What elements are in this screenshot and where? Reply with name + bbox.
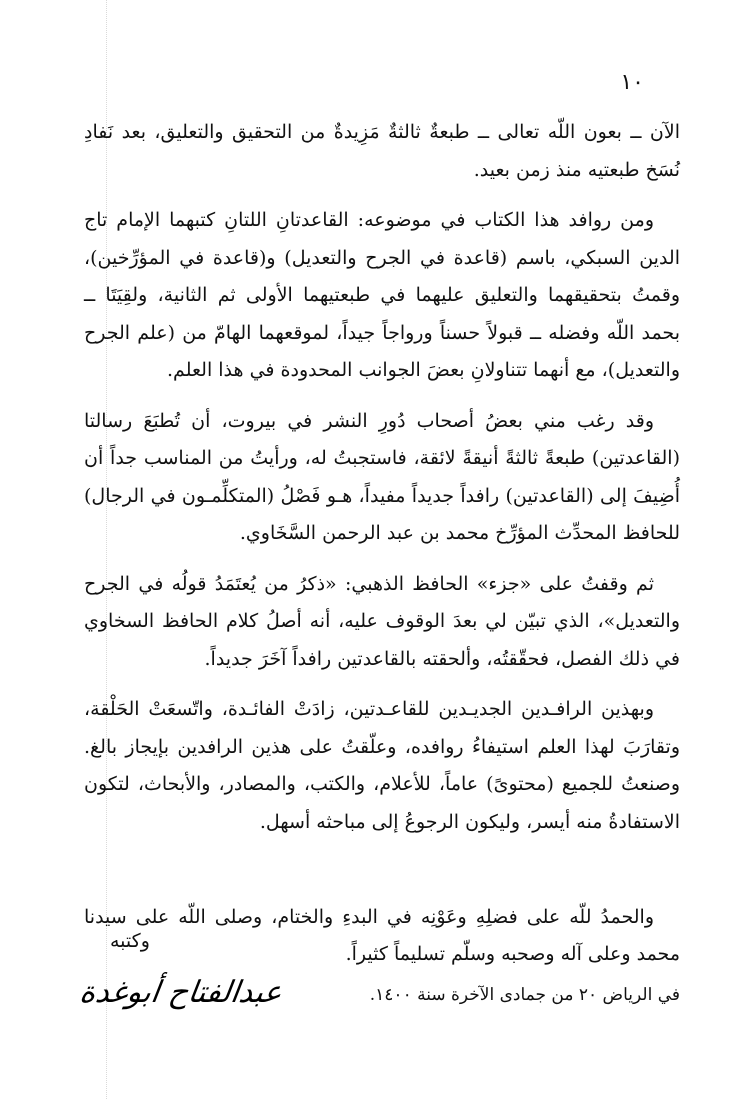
author-signature: عبدالفتاح أبوغدة xyxy=(77,975,285,1010)
paragraph-3: وقد رغب مني بعضُ أصحاب دُورِ النشر في بيروت، أن تُطبَعَ رسالتا (القاعدتين) طبعةً ثالثةً أنيقةً لائقة، فاستجبتُ له، ورأيتُ من المناسب جداً أن أُضِيفَ إلى (القاعدتين) رافداً جديداً مفيداً، هـو فَصْلُ (المتكلِّمـون في الرجال) للحافظ المحدِّث المؤرِّخ محمد بن عبد الرحمن السَّخَاوي. xyxy=(84,409,680,544)
closing-paragraph: والحمدُ للّه على فضلِهِ وعَوْنِه في البدءِ والختام، وصلى اللّه على سيدنا محمد وعلى آله وصحبه وسلّم تسليماً كثيراً. xyxy=(84,906,680,965)
place-date-line: في الرياض ٢٠ من جمادى الآخرة سنة ١٤٠٠. xyxy=(369,985,680,1005)
page-number: ١٠ xyxy=(620,70,644,95)
paragraph-5: وبهذين الرافـدين الجديـدين للقاعـدتين، زادَتْ الفائـدة، واتّسعَتْ الحَلْقة، وتقارَبَ لهذا العلم استيفاءُ روافده، وعلّقتُ على هذين الرافدين بإيجاز بالغ. وصنعتُ للجميع (محتوىً) عاماً، للأعلام، والكتب، والمصادر، والأبحاث، لتكون الاستفادةُ منه أيسر، وليكون الرجوعُ إلى مباحثه أسهل. xyxy=(84,698,680,833)
paragraph-2: ومن روافد هذا الكتاب في موضوعه: القاعدتانِ اللتانِ كتبهما الإمام تاج الدين السبكي، باسم (قاعدة في الجرح والتعديل) و(قاعدة في المؤرِّخين)، وقمتُ بتحقيقهما والتعليق عليهما في طبعتيهما الأولى ثم الثانية، ولقِيَتَا ــ بحمد اللّه وفضله ــ قبولاً حسناً ورواجاً جيداً، لموقعهما الهامّ من (علم الجرح والتعديل)، مع أنهما تتناولانِ بعضَ الجوانب المحدودة في هذا العلم. xyxy=(84,209,680,381)
signoff-text: وكتبه xyxy=(110,930,150,952)
paragraph-1: الآن ــ بعون اللّه تعالى ــ طبعةٌ ثالثةٌ مَزِيدةٌ من التحقيق والتعليق، بعد نَفادِ نُسَخ طبعتيه منذ زمن بعيد. xyxy=(84,121,680,181)
page-body xyxy=(84,114,680,854)
paragraph-4: ثم وقفتُ على «جزء» الحافظ الذهبي: «ذكرُ من يُعتَمَدُ قولُه في الجرح والتعديل»، الذي تبيّن لي بعدَ الوقوف عليه، أنه أصلُ كلام الحافظ السخاوي في ذلك الفصل، فحقّقتُه، وألحقته بالقاعدتين رافداً آخَرَ جديداً. xyxy=(84,572,680,670)
